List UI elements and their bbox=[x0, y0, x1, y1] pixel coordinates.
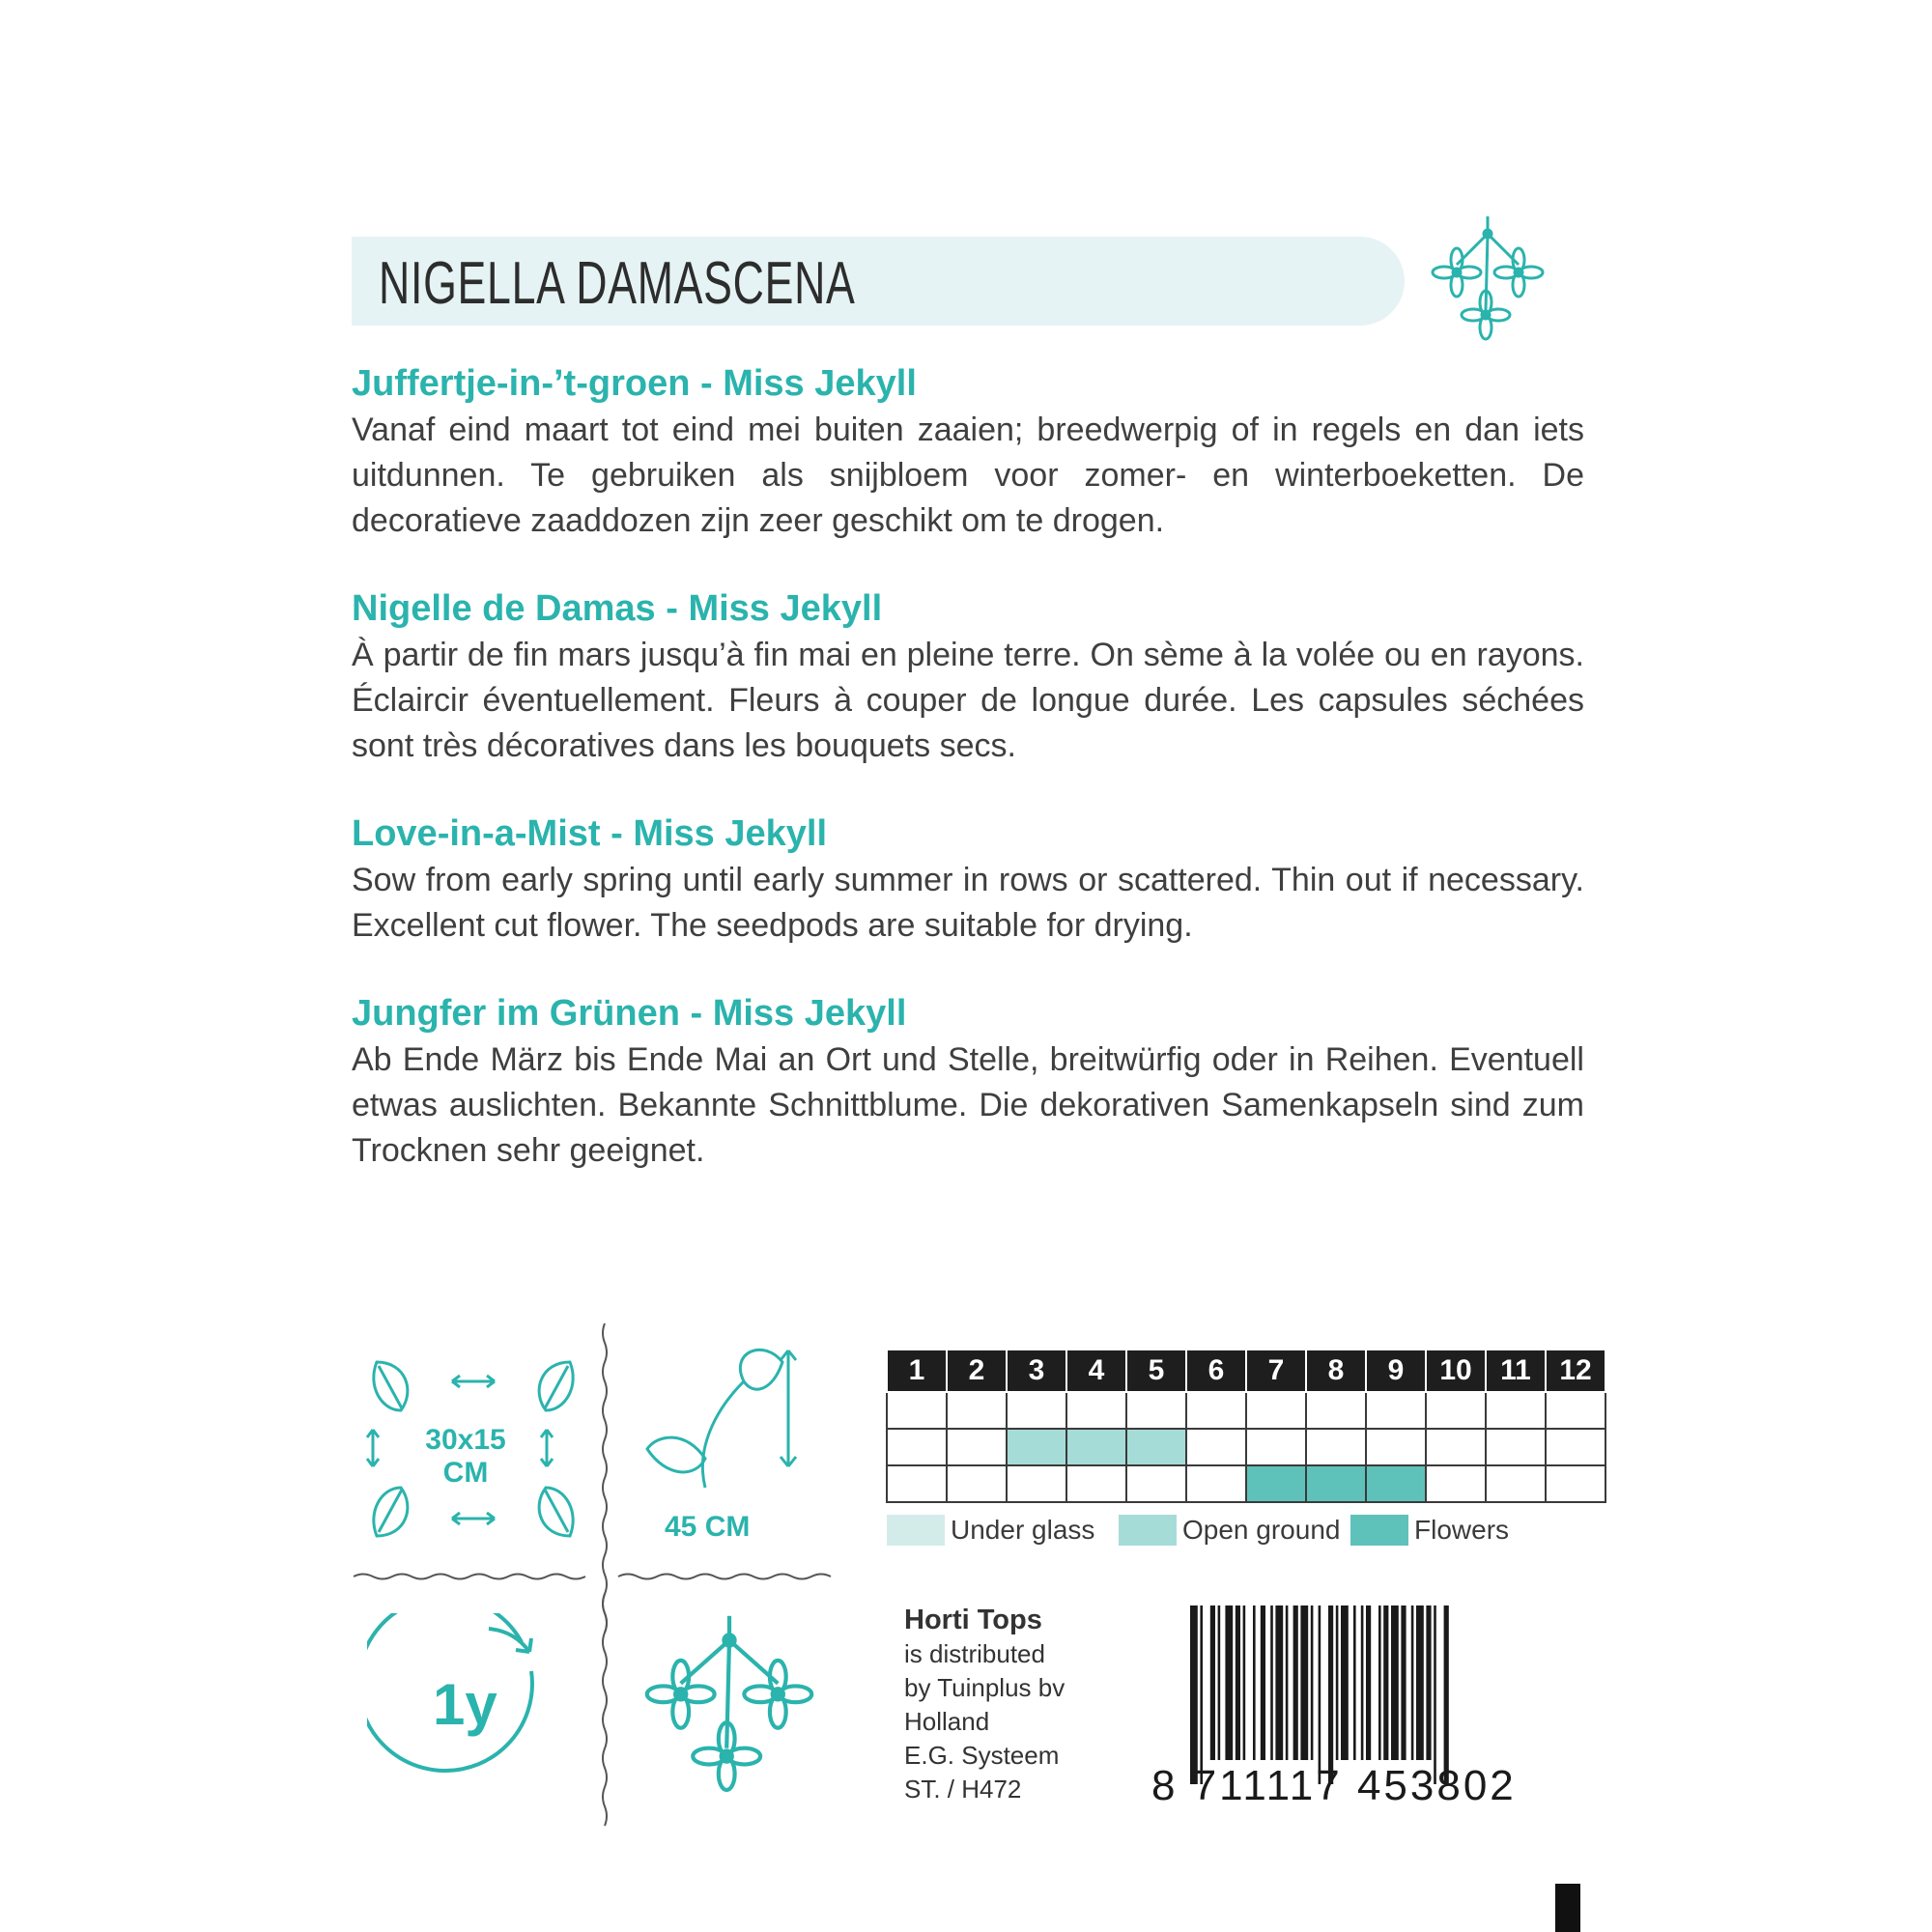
barcode-bar bbox=[1286, 1605, 1289, 1760]
section-body: Vanaf eind maart tot eind mei buiten zaaien; breedwerpig of in regels en dan iets uitdunnen. Te gebruiken als snijbloem voor zomer- en winterboeketten. De decoratieve zaaddozen zijn zeer geschikt om te drogen. bbox=[352, 412, 1584, 539]
barcode-bar bbox=[1218, 1605, 1221, 1760]
barcode-bar bbox=[1328, 1605, 1333, 1784]
barcode-bar bbox=[1353, 1605, 1356, 1760]
barcode-bar bbox=[1210, 1605, 1215, 1760]
calendar-cell bbox=[1007, 1392, 1066, 1429]
plant-height-label: 45 CM bbox=[665, 1511, 751, 1543]
flower-icon bbox=[638, 1613, 821, 1797]
month-header: 2 bbox=[947, 1350, 1007, 1392]
calendar-row bbox=[887, 1392, 1605, 1429]
calendar-cell bbox=[1126, 1465, 1186, 1502]
section-body: Ab Ende März bis Ende Mai an Ort und Stelle, breitwürfig oder in Reihen. Eventuell etwas auslichten. Bekannte Schnittblume. Die dekorativen Samenkapseln sind zum Trocknen sehr geeignet. bbox=[352, 1041, 1584, 1169]
spacing-value: 30x15 bbox=[425, 1424, 506, 1456]
calendar-cell bbox=[1126, 1392, 1186, 1429]
calendar-cell bbox=[1486, 1392, 1546, 1429]
month-header: 7 bbox=[1246, 1350, 1306, 1392]
distributor-line: by Tuinplus bv bbox=[904, 1673, 1065, 1702]
barcode-bar bbox=[1416, 1605, 1424, 1760]
distributor-line: Holland bbox=[904, 1707, 990, 1736]
barcode-bar bbox=[1243, 1605, 1246, 1760]
calendar-cell bbox=[1366, 1465, 1426, 1502]
month-header: 8 bbox=[1306, 1350, 1366, 1392]
legend-label: Open ground bbox=[1182, 1515, 1341, 1545]
distributor-info bbox=[904, 1604, 1065, 1806]
barcode-bar bbox=[1311, 1605, 1314, 1760]
section-title: Juffertje-in-’t-groen - Miss Jekyll bbox=[352, 363, 917, 404]
legend-swatch bbox=[887, 1515, 945, 1546]
brand-name: Horti Tops bbox=[904, 1605, 1042, 1635]
barcode-bar bbox=[1275, 1605, 1283, 1760]
section-english bbox=[352, 811, 1584, 949]
calendar-cell bbox=[1186, 1465, 1246, 1502]
calendar-cell bbox=[1306, 1465, 1366, 1502]
barcode-bar bbox=[1434, 1605, 1436, 1784]
calendar-cell bbox=[1546, 1429, 1605, 1465]
barcode-bar bbox=[1200, 1605, 1203, 1784]
section-french bbox=[352, 586, 1584, 769]
calendar-cell bbox=[887, 1429, 947, 1465]
calendar-cell bbox=[1546, 1465, 1605, 1502]
barcode-bar bbox=[1341, 1605, 1349, 1760]
month-header: 4 bbox=[1066, 1350, 1126, 1392]
calendar-cell bbox=[947, 1465, 1007, 1502]
barcode-number: 8 711117 453802 bbox=[1151, 1762, 1517, 1809]
barcode-bar bbox=[1225, 1605, 1233, 1760]
barcode-bar bbox=[1253, 1605, 1256, 1760]
barcode-bar bbox=[1293, 1605, 1298, 1760]
calendar-cell bbox=[1246, 1465, 1306, 1502]
calendar-cell bbox=[947, 1429, 1007, 1465]
section-body: À partir de fin mars jusqu’à fin mai en pleine terre. On sème à la volée ou en rayons. Éclaircir éventuellement. Fleurs à couper de longue durée. Les capsules séchées sont très décoratives dans les bouquets secs. bbox=[352, 637, 1584, 764]
barcode-bar bbox=[1411, 1605, 1414, 1760]
lifecycle-label: 1y bbox=[433, 1672, 497, 1737]
barcode-bar bbox=[1236, 1605, 1240, 1760]
calendar-cell bbox=[1366, 1429, 1426, 1465]
legend-swatch bbox=[1119, 1515, 1177, 1546]
section-title: Nigelle de Damas - Miss Jekyll bbox=[352, 588, 883, 629]
legend-label: Under glass bbox=[951, 1515, 1095, 1545]
print-mark bbox=[1555, 1884, 1580, 1932]
flower-cluster-icon bbox=[1422, 214, 1553, 346]
calendar-row bbox=[887, 1429, 1605, 1465]
calendar-cell bbox=[887, 1465, 947, 1502]
section-body: Sow from early spring until early summer in rows or scattered. Thin out if necessary. Excellent cut flower. The seedpods are suitable for drying. bbox=[352, 862, 1584, 944]
spacing-label bbox=[417, 1424, 514, 1490]
section-german bbox=[352, 991, 1584, 1174]
barcode-bar bbox=[1190, 1605, 1198, 1784]
calendar-cell bbox=[1426, 1392, 1486, 1429]
calendar-cell bbox=[1007, 1465, 1066, 1502]
calendar-body bbox=[887, 1392, 1605, 1502]
distributor-line: is distributed bbox=[904, 1639, 1045, 1668]
month-header: 5 bbox=[1126, 1350, 1186, 1392]
distributor-line: ST. / H472 bbox=[904, 1775, 1022, 1804]
calendar-cell bbox=[1066, 1392, 1126, 1429]
calendar-cell bbox=[1066, 1465, 1126, 1502]
month-header: 11 bbox=[1486, 1350, 1546, 1392]
barcode-bar bbox=[1361, 1605, 1364, 1760]
calendar-cell bbox=[887, 1392, 947, 1429]
plant-height-icon bbox=[638, 1343, 831, 1517]
barcode-bar bbox=[1270, 1605, 1273, 1760]
month-header: 1 bbox=[887, 1350, 947, 1392]
calendar-cell bbox=[1186, 1429, 1246, 1465]
barcode-bar bbox=[1426, 1605, 1431, 1760]
barcode-bar bbox=[1401, 1605, 1406, 1760]
spacing-unit: CM bbox=[442, 1457, 489, 1489]
barcode-bar bbox=[1319, 1605, 1321, 1784]
calendar-cell bbox=[1007, 1429, 1066, 1465]
barcode bbox=[1190, 1605, 1577, 1784]
calendar-cell bbox=[1486, 1465, 1546, 1502]
legend-label: Flowers bbox=[1414, 1515, 1510, 1545]
barcode-bar bbox=[1261, 1605, 1265, 1760]
barcode-bar bbox=[1391, 1605, 1399, 1760]
barcode-bar bbox=[1336, 1605, 1339, 1760]
calendar-cell bbox=[1186, 1392, 1246, 1429]
month-header: 10 bbox=[1426, 1350, 1486, 1392]
calendar-cell bbox=[1426, 1465, 1486, 1502]
page-title: NIGELLA DAMASCENA bbox=[379, 250, 856, 317]
month-header: 12 bbox=[1546, 1350, 1605, 1392]
barcode-bar bbox=[1444, 1605, 1449, 1784]
section-title: Love-in-a-Mist - Miss Jekyll bbox=[352, 813, 828, 854]
month-header: 6 bbox=[1186, 1350, 1246, 1392]
calendar-cell bbox=[1306, 1429, 1366, 1465]
barcode-bar bbox=[1383, 1605, 1388, 1760]
calendar-cell bbox=[1546, 1392, 1605, 1429]
month-header: 3 bbox=[1007, 1350, 1066, 1392]
calendar-row bbox=[887, 1465, 1605, 1502]
calendar-cell bbox=[1366, 1392, 1426, 1429]
sowing-calendar bbox=[886, 1350, 1606, 1503]
barcode-bar bbox=[1378, 1605, 1381, 1760]
calendar-cell bbox=[1126, 1429, 1186, 1465]
barcode-bar bbox=[1300, 1605, 1308, 1760]
calendar-cell bbox=[1426, 1429, 1486, 1465]
calendar-cell bbox=[1306, 1392, 1366, 1429]
section-title: Jungfer im Grünen - Miss Jekyll bbox=[352, 993, 907, 1034]
calendar-cell bbox=[947, 1392, 1007, 1429]
barcode-bar bbox=[1366, 1605, 1371, 1760]
icon-grid bbox=[348, 1323, 860, 1835]
legend-swatch bbox=[1350, 1515, 1408, 1546]
section-dutch bbox=[352, 361, 1584, 544]
calendar-header bbox=[887, 1350, 1605, 1392]
calendar-cell bbox=[1486, 1429, 1546, 1465]
calendar-cell bbox=[1246, 1429, 1306, 1465]
month-header: 9 bbox=[1366, 1350, 1426, 1392]
distributor-line: E.G. Systeem bbox=[904, 1741, 1060, 1770]
calendar-cell bbox=[1246, 1392, 1306, 1429]
calendar-cell bbox=[1066, 1429, 1126, 1465]
